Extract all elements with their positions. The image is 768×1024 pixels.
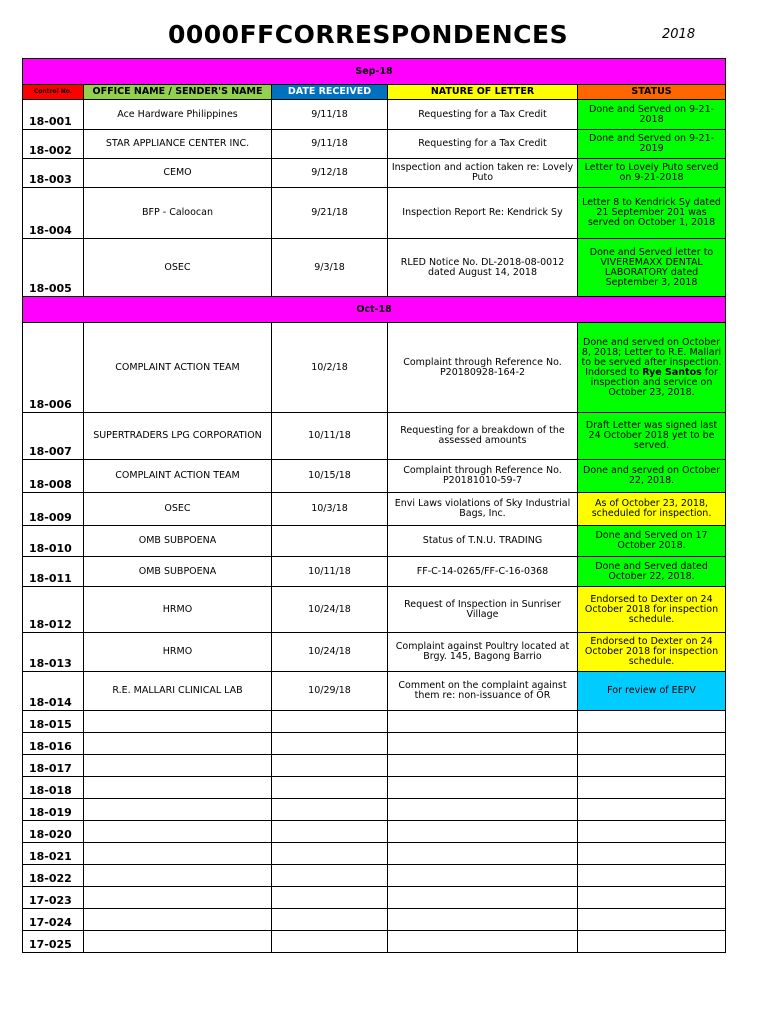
control-no: 18-019 bbox=[23, 799, 84, 821]
table-row bbox=[23, 159, 726, 188]
office-name: OSEC bbox=[84, 493, 272, 526]
date-received: 9/11/18 bbox=[272, 130, 388, 159]
empty-row bbox=[23, 711, 726, 733]
date-received: 10/24/18 bbox=[272, 633, 388, 672]
table-row bbox=[23, 413, 726, 460]
control-no: 18-016 bbox=[23, 733, 84, 755]
status-cell: Done and Served letter to VIVEREMAXX DENTAL LABORATORY dated September 3, 2018 bbox=[578, 239, 726, 297]
table-row bbox=[23, 587, 726, 633]
office-name: COMPLAINT ACTION TEAM bbox=[84, 460, 272, 493]
table-row bbox=[23, 672, 726, 711]
status-text: for inspection and service on October 23, 2018. bbox=[590, 366, 718, 398]
control-no: 18-007 bbox=[23, 413, 84, 460]
table-row bbox=[23, 493, 726, 526]
date-received: 10/2/18 bbox=[272, 323, 388, 413]
nature-of-letter: Complaint through Reference No. P20181010-59-7 bbox=[388, 460, 578, 493]
control-no: 18-006 bbox=[23, 323, 84, 413]
nature-of-letter: Envi Laws violations of Sky Industrial Bags, Inc. bbox=[388, 493, 578, 526]
office-name: BFP - Caloocan bbox=[84, 188, 272, 239]
control-no: 17-024 bbox=[23, 909, 84, 931]
header-date: DATE RECEIVED bbox=[272, 85, 388, 100]
date-received: 9/21/18 bbox=[272, 188, 388, 239]
nature-of-letter: FF-C-14-0265/FF-C-16-0368 bbox=[388, 557, 578, 587]
status-text: Done and served on October 8, 2018; Letter to R.E. Mallari to be served after inspection. Indorsed to bbox=[581, 336, 722, 378]
date-received: 10/11/18 bbox=[272, 413, 388, 460]
control-no: 18-002 bbox=[23, 130, 84, 159]
date-received: 10/3/18 bbox=[272, 493, 388, 526]
office-name: OMB SUBPOENA bbox=[84, 526, 272, 557]
date-received: 10/24/18 bbox=[272, 587, 388, 633]
header-status: STATUS bbox=[578, 85, 726, 100]
empty-row bbox=[23, 865, 726, 887]
nature-of-letter: Requesting for a breakdown of the assessed amounts bbox=[388, 413, 578, 460]
date-received bbox=[272, 526, 388, 557]
control-no: 18-018 bbox=[23, 777, 84, 799]
office-name: SUPERTRADERS LPG CORPORATION bbox=[84, 413, 272, 460]
office-name: R.E. MALLARI CLINICAL LAB bbox=[84, 672, 272, 711]
control-no: 18-003 bbox=[23, 159, 84, 188]
month-row bbox=[23, 59, 726, 85]
control-no: 18-010 bbox=[23, 526, 84, 557]
month-row bbox=[23, 297, 726, 323]
status-cell: Done and Served dated October 22, 2018. bbox=[578, 557, 726, 587]
control-no: 18-014 bbox=[23, 672, 84, 711]
table-row bbox=[23, 526, 726, 557]
nature-of-letter: Inspection Report Re: Kendrick Sy bbox=[388, 188, 578, 239]
control-no: 18-004 bbox=[23, 188, 84, 239]
table-row bbox=[23, 557, 726, 587]
status-cell bbox=[578, 323, 726, 413]
empty-row bbox=[23, 777, 726, 799]
office-name: Ace Hardware Philippines bbox=[84, 100, 272, 130]
control-no: 18-008 bbox=[23, 460, 84, 493]
date-received: 10/15/18 bbox=[272, 460, 388, 493]
status-cell: Done and Served on 9-21-2018 bbox=[578, 100, 726, 130]
date-received: 9/3/18 bbox=[272, 239, 388, 297]
office-name: OMB SUBPOENA bbox=[84, 557, 272, 587]
table-row bbox=[23, 188, 726, 239]
nature-of-letter: Status of T.N.U. TRADING bbox=[388, 526, 578, 557]
nature-of-letter: RLED Notice No. DL-2018-08-0012 dated August 14, 2018 bbox=[388, 239, 578, 297]
nature-of-letter: Requesting for a Tax Credit bbox=[388, 100, 578, 130]
control-no: 18-012 bbox=[23, 587, 84, 633]
empty-row bbox=[23, 733, 726, 755]
nature-of-letter: Requesting for a Tax Credit bbox=[388, 130, 578, 159]
table-row bbox=[23, 100, 726, 130]
control-no: 18-017 bbox=[23, 755, 84, 777]
empty-row bbox=[23, 799, 726, 821]
control-no: 18-013 bbox=[23, 633, 84, 672]
status-cell: As of October 23, 2018, scheduled for inspection. bbox=[578, 493, 726, 526]
empty-row bbox=[23, 931, 726, 953]
status-cell: Done and served on October 22, 2018. bbox=[578, 460, 726, 493]
empty-row bbox=[23, 887, 726, 909]
header-nature: NATURE OF LETTER bbox=[388, 85, 578, 100]
control-no: 18-015 bbox=[23, 711, 84, 733]
control-no: 17-023 bbox=[23, 887, 84, 909]
status-cell: Endorsed to Dexter on 24 October 2018 for inspection schedule. bbox=[578, 633, 726, 672]
empty-row bbox=[23, 755, 726, 777]
nature-of-letter: Complaint through Reference No. P20180928-164-2 bbox=[388, 323, 578, 413]
status-cell: Letter to Lovely Puto served on 9-21-2018 bbox=[578, 159, 726, 188]
table-row bbox=[23, 633, 726, 672]
month-label: Sep-18 bbox=[23, 59, 726, 85]
correspondence-table bbox=[22, 58, 726, 953]
header-row bbox=[23, 85, 726, 100]
office-name: STAR APPLIANCE CENTER INC. bbox=[84, 130, 272, 159]
year-label: 2018 bbox=[662, 27, 696, 42]
control-no: 18-005 bbox=[23, 239, 84, 297]
header-control: Control No. bbox=[23, 85, 84, 100]
office-name: HRMO bbox=[84, 633, 272, 672]
status-cell: Letter 8 to Kendrick Sy dated 21 September 201 was served on October 1, 2018 bbox=[578, 188, 726, 239]
office-name: CEMO bbox=[84, 159, 272, 188]
status-cell: For review of EEPV bbox=[578, 672, 726, 711]
control-no: 18-020 bbox=[23, 821, 84, 843]
control-no: 18-011 bbox=[23, 557, 84, 587]
nature-of-letter: Request of Inspection in Sunriser Village bbox=[388, 587, 578, 633]
nature-of-letter: Comment on the complaint against them re: non-issuance of OR bbox=[388, 672, 578, 711]
status-cell: Endorsed to Dexter on 24 October 2018 for inspection schedule. bbox=[578, 587, 726, 633]
status-cell: Draft Letter was signed last 24 October 2018 yet to be served. bbox=[578, 413, 726, 460]
nature-of-letter: Inspection and action taken re: Lovely Puto bbox=[388, 159, 578, 188]
nature-of-letter: Complaint against Poultry located at Brgy. 145, Bagong Barrio bbox=[388, 633, 578, 672]
status-bold-name: Rye Santos bbox=[642, 366, 702, 378]
status-cell: Done and Served on 17 October 2018. bbox=[578, 526, 726, 557]
control-no: 18-022 bbox=[23, 865, 84, 887]
status-cell: Done and Served on 9-21-2019 bbox=[578, 130, 726, 159]
control-no: 18-009 bbox=[23, 493, 84, 526]
table-row bbox=[23, 323, 726, 413]
office-name: OSEC bbox=[84, 239, 272, 297]
date-received: 10/11/18 bbox=[272, 557, 388, 587]
office-name: HRMO bbox=[84, 587, 272, 633]
empty-row bbox=[23, 909, 726, 931]
control-no: 17-025 bbox=[23, 931, 84, 953]
table-row bbox=[23, 239, 726, 297]
date-received: 10/29/18 bbox=[272, 672, 388, 711]
table-row bbox=[23, 460, 726, 493]
control-no: 18-001 bbox=[23, 100, 84, 130]
date-received: 9/11/18 bbox=[272, 100, 388, 130]
empty-row bbox=[23, 843, 726, 865]
control-no: 18-021 bbox=[23, 843, 84, 865]
empty-row bbox=[23, 821, 726, 843]
date-received: 9/12/18 bbox=[272, 159, 388, 188]
month-label: Oct-18 bbox=[23, 297, 726, 323]
page-title: 0000FFCORRESPONDENCES bbox=[168, 20, 569, 49]
office-name: COMPLAINT ACTION TEAM bbox=[84, 323, 272, 413]
header-office: OFFICE NAME / SENDER'S NAME bbox=[84, 85, 272, 100]
table-row bbox=[23, 130, 726, 159]
